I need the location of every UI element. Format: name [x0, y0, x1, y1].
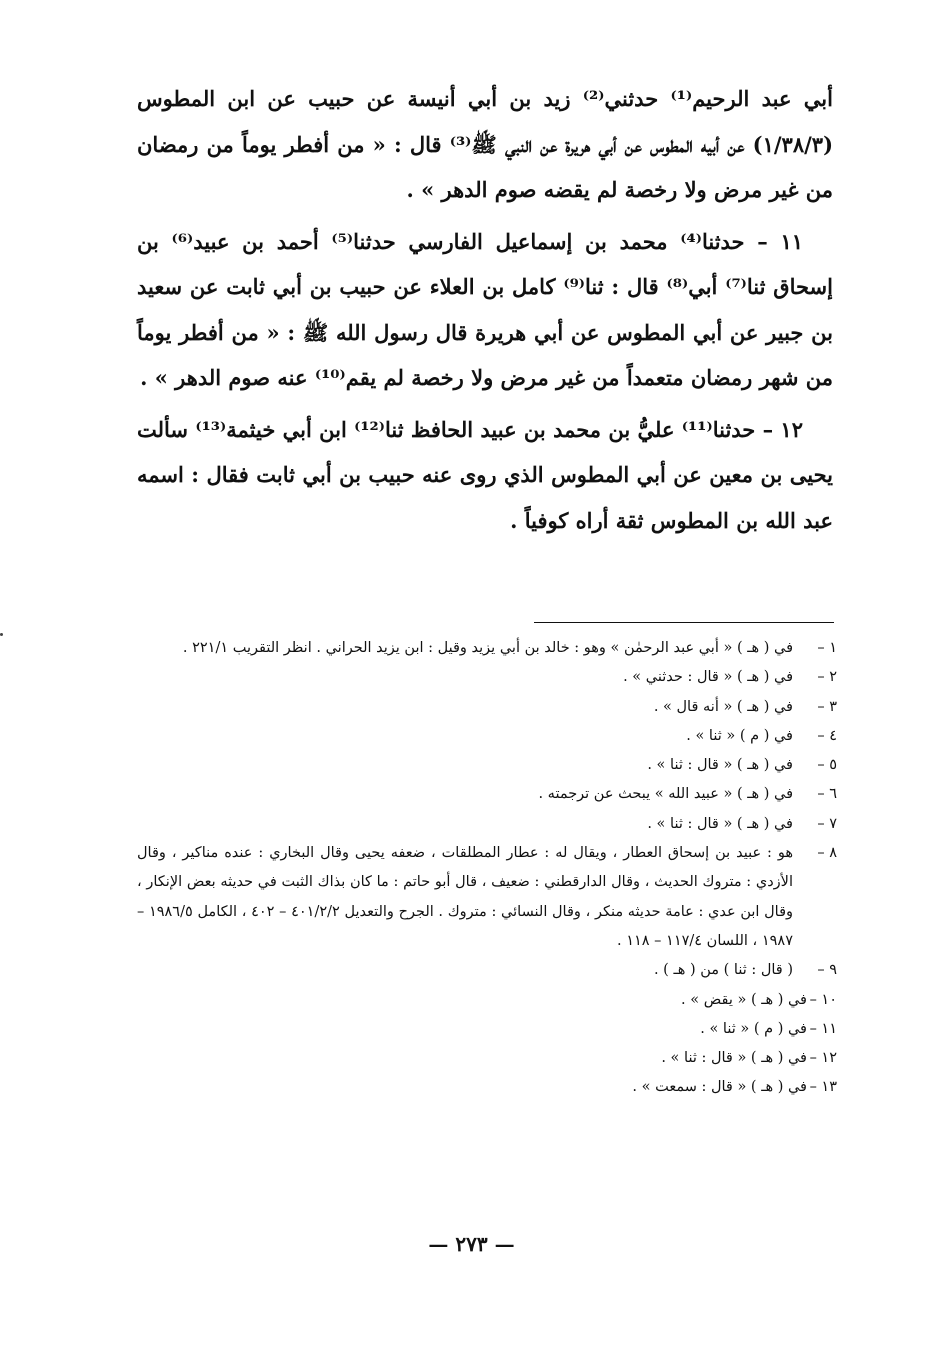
footnote	[137, 634, 837, 663]
footnote	[137, 780, 837, 809]
footnote-text: في ( هـ ) « يقض » .	[681, 991, 807, 1008]
footnote	[137, 751, 837, 780]
footnote-text: في ( هـ ) « أبي عبد الرحمٰن » وهو : خالد بن أبي يزيد وقيل : ابن يزيد الحراني . انظر التقريب ٢٢١/١ .	[182, 640, 793, 656]
footnote-number: ٦ –	[817, 786, 837, 803]
footnote	[137, 810, 837, 839]
footnote-text: في ( هـ ) « قال : حدثني » .	[623, 669, 793, 686]
footnote	[137, 1015, 837, 1044]
footnote-text: في ( هـ ) « عبيد الله » يبحث عن ترجمته .	[538, 786, 793, 803]
footnote-number: ١٣ –	[809, 1079, 837, 1096]
paragraph: ١٢ – حدثنا⁽¹¹⁾ عليُّ بن محمد بن عبيد الحافظ ثنا⁽¹²⁾ ابن أبي خيثمة⁽¹³⁾ سألت يحيى بن معين عن أبي المطوس الذي روى عنه حبيب بن أبي ثابت فقال : اسمه عبد الله بن المطوس ثقة أراه كوفياً .	[137, 416, 833, 533]
paragraph: أبي عبد الرحيم⁽¹⁾ حدثني⁽²⁾ زيد بن أبي أنيسة عن حبيب عن ابن المطوس (١/٣٨/٣) عن أبيه المطوس عن أبي هريرة عن النبي ﷺ⁽³⁾ قال : « من أفطر يوماً من رمضان من غير مرض ولا رخصة لم يقضه صوم الدهر » .	[137, 86, 833, 202]
scan-speck	[0, 633, 3, 636]
footnote	[137, 722, 837, 751]
paragraph: ١١ – حدثنا⁽⁴⁾ محمد بن إسماعيل الفارسي حدثنا⁽⁵⁾ أحمد بن عبيد⁽⁶⁾ بن إسحاق ثنا⁽⁷⁾ أبي⁽⁸⁾ قال : ثنا⁽⁹⁾ كامل بن العلاء عن حبيب بن أبي ثابت عن سعيد بن جبير عن أبي المطوس عن أبي هريرة قال رسول الله ﷺ : « من أفطر يوماً من شهر رمضان متعمداً من غير مرض ولا رخصة لم يقم⁽¹⁰⁾ عنه صوم الدهر » .	[137, 228, 833, 390]
footnote-text: في ( هـ ) « قال : سمعت » .	[632, 1079, 807, 1096]
footnote-number: ١١ –	[809, 1020, 837, 1037]
main-text	[137, 76, 833, 543]
footnote-text: هو : عبيد بن إسحاق العطار ، ويقال له : عطار المطلقات ، ضعفه يحيى وقال البخاري : عنده مناكير ، وقال الأزدي : متروك الحديث ، وقال الدارقطني : ضعيف ، قال أبو حاتم : ما كان بذاك الثبت في حديثه بعض الإنكار ، وقال ابن عدي : عامة حديثه منكر ، وقال النسائي : متروك . الجرح والتعديل ٤٠١/٢/٢ – ٤٠٢ ، الكامل ١٩٨٦/٥ – ١٩٨٧ ، اللسان ١١٧/٤ – ١١٨ .	[137, 845, 794, 949]
footnote	[137, 839, 837, 956]
footnote	[137, 956, 837, 985]
footnote-number: ١٠ –	[809, 991, 837, 1008]
footnote	[137, 1044, 837, 1073]
footnote	[137, 986, 837, 1015]
footnote-number: ٩ –	[817, 962, 837, 979]
footnote-text: في ( هـ ) « قال : ثنا » .	[647, 757, 793, 774]
footnote-number: ٥ –	[817, 757, 837, 774]
footnotes	[137, 634, 837, 1103]
footnote-text: في ( هـ ) « قال : ثنا » .	[647, 815, 793, 832]
page-number: — ٢٧٣ —	[428, 1232, 515, 1256]
footnote-text: في ( هـ ) « قال : ثنا » .	[661, 1050, 807, 1067]
footnote-text: في ( م ) « ثنا » .	[686, 727, 793, 744]
footnote-text: ( قال : ثنا ) من ( هـ ) .	[653, 962, 793, 979]
footnote-separator	[534, 622, 834, 623]
footnote-text: في ( م ) « ثنا » .	[700, 1020, 807, 1037]
footnote-number: ٤ –	[817, 727, 837, 744]
footnote-number: ١ –	[817, 640, 837, 656]
footnote-text: في ( هـ ) « أنه قال » .	[653, 698, 793, 715]
footnote-number: ٢ –	[817, 669, 837, 686]
footnote-number: ٧ –	[817, 815, 837, 832]
footnote	[137, 1073, 837, 1102]
footnote-number: ٣ –	[817, 698, 837, 715]
footnote-number: ٨ –	[817, 845, 837, 862]
footnote	[137, 693, 837, 722]
footnote	[137, 663, 837, 692]
footnote-number: ١٢ –	[809, 1050, 837, 1067]
